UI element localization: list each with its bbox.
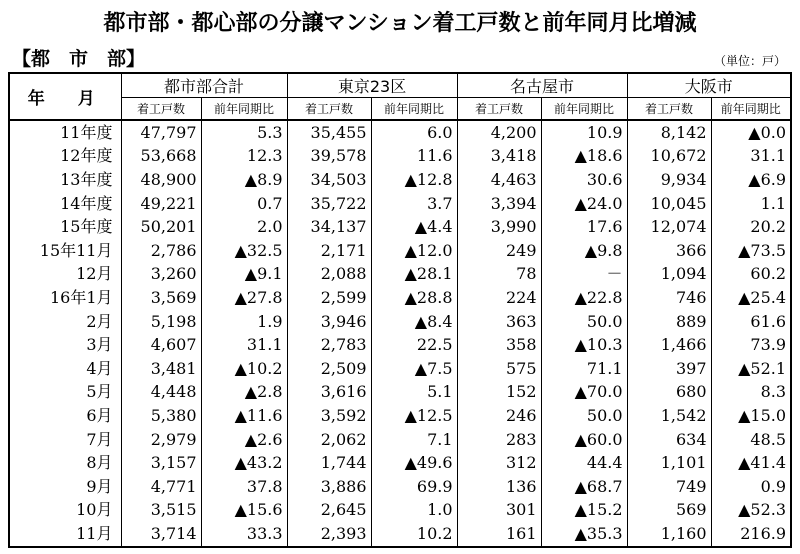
cell-yoy: 0.9 (711, 475, 791, 499)
section-label: 【都 市 部】 (12, 48, 146, 70)
cell-starts: 50,201 (121, 215, 201, 239)
cell-starts: 8,142 (627, 120, 711, 145)
cell-starts: 47,797 (121, 120, 201, 145)
row-label: 6月 (9, 404, 121, 428)
cell-starts: 1,466 (627, 333, 711, 357)
table-body (9, 120, 791, 547)
cell-yoy: 1.9 (201, 310, 287, 334)
cell-starts: 4,448 (121, 381, 201, 405)
cell-yoy: ▲28.1 (371, 263, 457, 287)
cell-starts: 39,578 (287, 145, 371, 169)
table-row (9, 428, 791, 452)
row-label: 8月 (9, 451, 121, 475)
cell-yoy: 10.9 (541, 120, 627, 145)
cell-starts: 78 (457, 263, 541, 287)
cell-starts: 3,714 (121, 522, 201, 547)
period-header: 年 月 (9, 73, 121, 120)
cell-yoy: 22.5 (371, 333, 457, 357)
table-row (9, 310, 791, 334)
cell-yoy: 1.0 (371, 499, 457, 523)
cell-starts: 3,481 (121, 357, 201, 381)
cell-yoy: 37.8 (201, 475, 287, 499)
group-header-tokyo23: 東京23区 (287, 73, 457, 98)
cell-starts: 397 (627, 357, 711, 381)
page-title: 都市部・都心部の分譲マンション着工戸数と前年同月比増減 (103, 11, 697, 36)
cell-starts: 1,101 (627, 451, 711, 475)
cell-yoy: ▲70.0 (541, 381, 627, 405)
cell-starts: 5,198 (121, 310, 201, 334)
data-table (8, 72, 792, 548)
cell-yoy: ▲68.7 (541, 475, 627, 499)
cell-yoy: ▲24.0 (541, 192, 627, 216)
cell-yoy: ▲52.3 (711, 499, 791, 523)
cell-yoy: ▲15.0 (711, 404, 791, 428)
table-row (9, 451, 791, 475)
group-header-osaka: 大阪市 (627, 73, 791, 98)
cell-yoy: ▲43.2 (201, 451, 287, 475)
cell-starts: 34,137 (287, 215, 371, 239)
cell-starts: 9,934 (627, 168, 711, 192)
cell-yoy: ▲4.4 (371, 215, 457, 239)
sub-header-starts: 着工戸数 (627, 98, 711, 121)
cell-yoy: ▲41.4 (711, 451, 791, 475)
group-header-nagoya: 名古屋市 (457, 73, 627, 98)
cell-yoy: 7.1 (371, 428, 457, 452)
cell-yoy: 12.3 (201, 145, 287, 169)
cell-yoy: ▲12.5 (371, 404, 457, 428)
table-row (9, 192, 791, 216)
cell-starts: 12,074 (627, 215, 711, 239)
cell-starts: 35,455 (287, 120, 371, 145)
table-row (9, 168, 791, 192)
header-row-sub (9, 98, 791, 121)
cell-yoy: ▲7.5 (371, 357, 457, 381)
cell-yoy: ▲18.6 (541, 145, 627, 169)
cell-starts: 283 (457, 428, 541, 452)
cell-yoy: ▲73.5 (711, 239, 791, 263)
row-label: 13年度 (9, 168, 121, 192)
cell-yoy: ▲12.0 (371, 239, 457, 263)
cell-yoy: 73.9 (711, 333, 791, 357)
sub-header-yoy: 前年同期比 (201, 98, 287, 121)
cell-yoy: 50.0 (541, 310, 627, 334)
cell-yoy: 5.3 (201, 120, 287, 145)
cell-starts: 363 (457, 310, 541, 334)
cell-starts: 3,260 (121, 263, 201, 287)
cell-starts: 10,045 (627, 192, 711, 216)
cell-starts: 4,771 (121, 475, 201, 499)
cell-yoy: ▲9.8 (541, 239, 627, 263)
cell-starts: 4,607 (121, 333, 201, 357)
cell-yoy: ▲0.0 (711, 120, 791, 145)
cell-starts: 4,200 (457, 120, 541, 145)
cell-yoy: 5.1 (371, 381, 457, 405)
cell-starts: 569 (627, 499, 711, 523)
table-row (9, 120, 791, 145)
cell-yoy: ▲32.5 (201, 239, 287, 263)
sub-header-yoy: 前年同期比 (711, 98, 791, 121)
row-label: 9月 (9, 475, 121, 499)
table-row (9, 381, 791, 405)
cell-yoy: 8.3 (711, 381, 791, 405)
cell-starts: 746 (627, 286, 711, 310)
row-label: 16年1月 (9, 286, 121, 310)
cell-starts: 35,722 (287, 192, 371, 216)
cell-yoy: 61.6 (711, 310, 791, 334)
row-label: 4月 (9, 357, 121, 381)
cell-yoy: 50.0 (541, 404, 627, 428)
cell-yoy: 6.0 (371, 120, 457, 145)
cell-starts: 3,616 (287, 381, 371, 405)
cell-starts: 680 (627, 381, 711, 405)
cell-yoy: － (541, 263, 627, 287)
cell-yoy: 20.2 (711, 215, 791, 239)
table-row (9, 239, 791, 263)
table-row (9, 286, 791, 310)
cell-starts: 152 (457, 381, 541, 405)
cell-starts: 301 (457, 499, 541, 523)
cell-starts: 889 (627, 310, 711, 334)
cell-yoy: ▲6.9 (711, 168, 791, 192)
table-row (9, 499, 791, 523)
cell-starts: 1,542 (627, 404, 711, 428)
sub-header-starts: 着工戸数 (121, 98, 201, 121)
cell-starts: 358 (457, 333, 541, 357)
cell-yoy: ▲49.6 (371, 451, 457, 475)
cell-starts: 249 (457, 239, 541, 263)
cell-starts: 3,418 (457, 145, 541, 169)
cell-starts: 2,599 (287, 286, 371, 310)
cell-yoy: 11.6 (371, 145, 457, 169)
cell-starts: 1,094 (627, 263, 711, 287)
cell-starts: 2,062 (287, 428, 371, 452)
cell-yoy: ▲15.2 (541, 499, 627, 523)
cell-yoy: ▲52.1 (711, 357, 791, 381)
cell-starts: 3,592 (287, 404, 371, 428)
cell-starts: 2,786 (121, 239, 201, 263)
cell-starts: 161 (457, 522, 541, 547)
cell-starts: 136 (457, 475, 541, 499)
cell-starts: 2,979 (121, 428, 201, 452)
row-label: 12月 (9, 263, 121, 287)
cell-yoy: ▲60.0 (541, 428, 627, 452)
unit-label: （単位：戸） (713, 54, 786, 68)
table-row (9, 522, 791, 547)
row-label: 14年度 (9, 192, 121, 216)
cell-yoy: ▲2.6 (201, 428, 287, 452)
cell-yoy: ▲25.4 (711, 286, 791, 310)
cell-yoy: 60.2 (711, 263, 791, 287)
cell-starts: 3,569 (121, 286, 201, 310)
cell-starts: 749 (627, 475, 711, 499)
cell-starts: 3,886 (287, 475, 371, 499)
cell-yoy: ▲9.1 (201, 263, 287, 287)
table-row (9, 357, 791, 381)
sub-header-yoy: 前年同期比 (541, 98, 627, 121)
sub-header-yoy: 前年同期比 (371, 98, 457, 121)
row-label: 12年度 (9, 145, 121, 169)
cell-yoy: 17.6 (541, 215, 627, 239)
cell-starts: 246 (457, 404, 541, 428)
cell-yoy: ▲8.9 (201, 168, 287, 192)
row-label: 10月 (9, 499, 121, 523)
cell-starts: 3,157 (121, 451, 201, 475)
row-label: 3月 (9, 333, 121, 357)
cell-yoy: 3.7 (371, 192, 457, 216)
cell-starts: 2,783 (287, 333, 371, 357)
cell-yoy: ▲12.8 (371, 168, 457, 192)
cell-yoy: ▲22.8 (541, 286, 627, 310)
cell-yoy: ▲8.4 (371, 310, 457, 334)
group-header-total: 都市部合計 (121, 73, 287, 98)
cell-starts: 10,672 (627, 145, 711, 169)
cell-starts: 48,900 (121, 168, 201, 192)
table-row (9, 215, 791, 239)
table-row (9, 333, 791, 357)
table-row (9, 475, 791, 499)
cell-yoy: 1.1 (711, 192, 791, 216)
cell-starts: 3,394 (457, 192, 541, 216)
cell-yoy: ▲2.8 (201, 381, 287, 405)
cell-yoy: ▲15.6 (201, 499, 287, 523)
cell-yoy: 216.9 (711, 522, 791, 547)
cell-starts: 1,160 (627, 522, 711, 547)
sub-header-starts: 着工戸数 (287, 98, 371, 121)
cell-starts: 2,645 (287, 499, 371, 523)
cell-yoy: ▲10.3 (541, 333, 627, 357)
cell-starts: 2,171 (287, 239, 371, 263)
row-label: 11月 (9, 522, 121, 547)
cell-yoy: ▲11.6 (201, 404, 287, 428)
cell-yoy: 33.3 (201, 522, 287, 547)
cell-starts: 49,221 (121, 192, 201, 216)
row-label: 2月 (9, 310, 121, 334)
cell-yoy: ▲27.8 (201, 286, 287, 310)
table-row (9, 404, 791, 428)
cell-starts: 2,088 (287, 263, 371, 287)
cell-yoy: ▲35.3 (541, 522, 627, 547)
cell-starts: 2,509 (287, 357, 371, 381)
cell-starts: 3,990 (457, 215, 541, 239)
cell-yoy: 0.7 (201, 192, 287, 216)
row-label: 7月 (9, 428, 121, 452)
cell-starts: 53,668 (121, 145, 201, 169)
cell-starts: 366 (627, 239, 711, 263)
table-row (9, 263, 791, 287)
cell-yoy: 31.1 (201, 333, 287, 357)
cell-starts: 224 (457, 286, 541, 310)
cell-starts: 4,463 (457, 168, 541, 192)
cell-starts: 575 (457, 357, 541, 381)
cell-starts: 2,393 (287, 522, 371, 547)
cell-starts: 3,946 (287, 310, 371, 334)
row-label: 15年度 (9, 215, 121, 239)
row-label: 11年度 (9, 120, 121, 145)
cell-starts: 312 (457, 451, 541, 475)
cell-yoy: 44.4 (541, 451, 627, 475)
cell-yoy: 71.1 (541, 357, 627, 381)
cell-yoy: 69.9 (371, 475, 457, 499)
cell-yoy: ▲10.2 (201, 357, 287, 381)
cell-yoy: 31.1 (711, 145, 791, 169)
cell-yoy: 2.0 (201, 215, 287, 239)
row-label: 5月 (9, 381, 121, 405)
cell-yoy: 48.5 (711, 428, 791, 452)
cell-starts: 5,380 (121, 404, 201, 428)
cell-starts: 1,744 (287, 451, 371, 475)
table-row (9, 145, 791, 169)
cell-yoy: ▲28.8 (371, 286, 457, 310)
cell-yoy: 10.2 (371, 522, 457, 547)
cell-starts: 34,503 (287, 168, 371, 192)
cell-starts: 634 (627, 428, 711, 452)
row-label: 15年11月 (9, 239, 121, 263)
sub-header-starts: 着工戸数 (457, 98, 541, 121)
header-row-groups (9, 73, 791, 98)
cell-yoy: 30.6 (541, 168, 627, 192)
cell-starts: 3,515 (121, 499, 201, 523)
